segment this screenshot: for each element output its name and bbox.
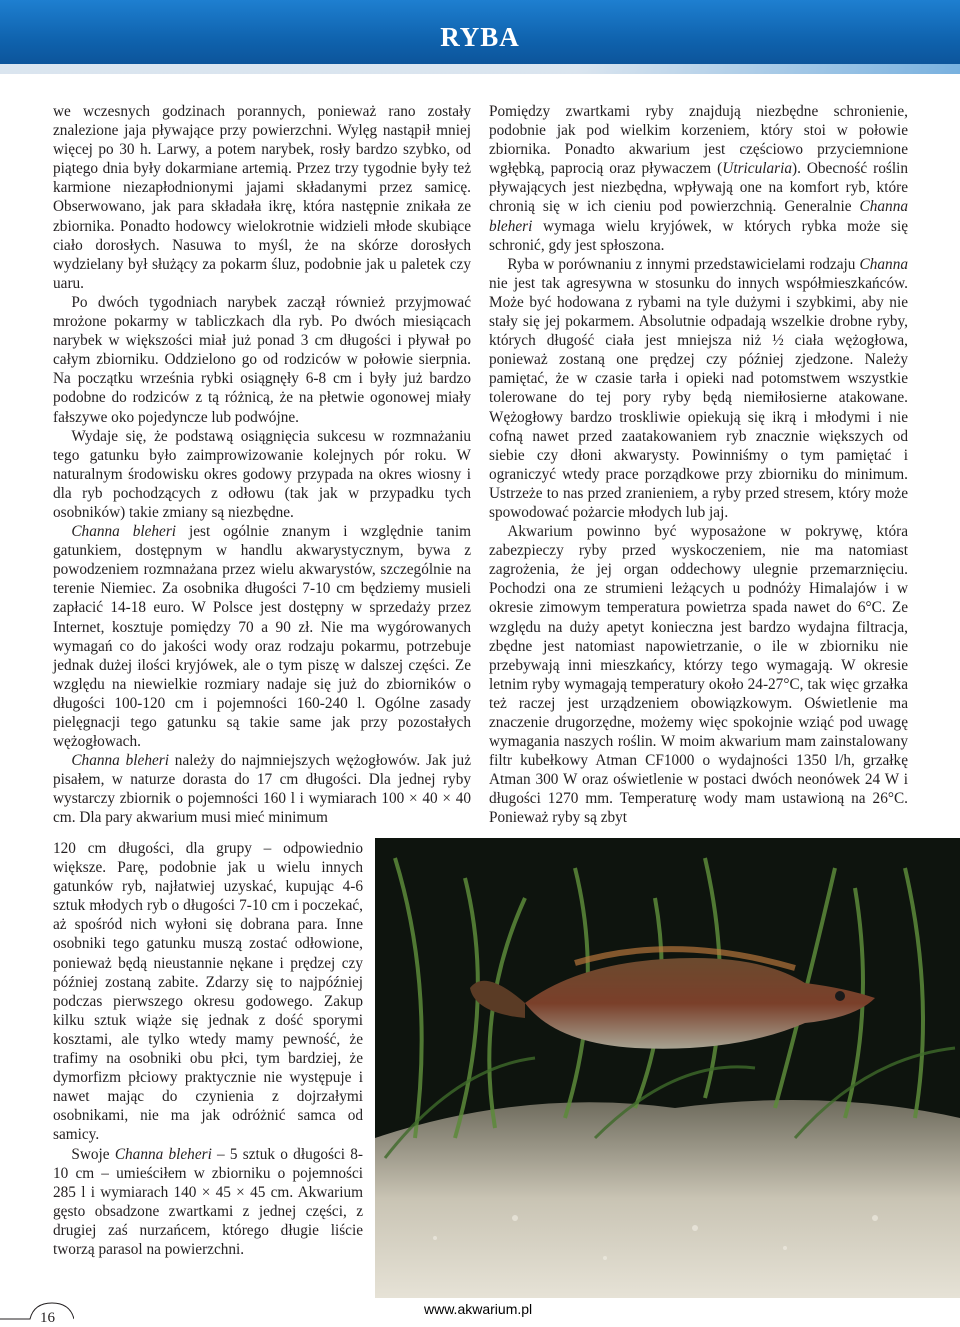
text-run: Po dwóch tygodniach narybek zaczął również przyjmować mrożone pokarmy w tabliczkach dla ryb. Po dwóch miesiącach narybek w większości miał już ponad 3 cm długości i pływał po całym zbiorniku. Oddzielono go od rodziców w połowie sierpnia. Na początku września rybki osiągnęły 6-8 cm i były już bardzo podobne do rodziców z tą różnicą, że na płetwie ogonowej miały fałszywe oko pojedyncze lub podwójne. — [53, 293, 471, 426]
fish-illustration — [375, 838, 960, 1298]
paragraph — [53, 522, 471, 751]
section-title — [0, 22, 960, 53]
paragraph — [53, 751, 471, 827]
text-run: ). Obecność roślin pływających jest niezbędna, wpływają one na komfort ryb, które chronią się w ich cieniu pod powierzchnią. Generalnie — [489, 160, 908, 216]
text-run: we wczesnych godzinach porannych, ponieważ rano zostały znalezione jaja pływające przy powierzchni. Wylęg nastąpił mniej więcej po 30 h. Larwy, a potem narybek, rosły bardzo szybko, od piątego dnia były dokarmiane artemią. Przez trzy tygodnie były też karmione niezapłodnionymi jajami składanymi przez samicę. Obserwowano, jak para składała ikrę, która następnie znikała ze zbiornika. Ponadto hodowcy wielokrotnie widzieli młode skubiące ciało dorosłych. Nasuwa to myśl, że na skórze dorosłych wydzielany był służący za pokarm śluz, podobnie jak u paletek czy uaru. — [53, 103, 471, 292]
text-run: wymaga wielu kryjówek, w których rybka może się schronić, gdy jest spłoszona. — [489, 217, 908, 254]
paragraph — [53, 102, 471, 293]
paragraph — [53, 1145, 363, 1260]
paragraph — [489, 522, 908, 828]
text-run: jest ogólnie znanym i względnie tanim gatunkiem, dostępnym w handlu akwarystycznym, bywa z powodzeniem rozmnażana przez wielu akwarystów, szczególnie na terenie Niemiec. Za osobnika długości 7-10 cm będziemy musieli zapłacić 14-18 euro. W Polsce jest dostępny w sprzedaży przez Internet, kosztuje pomiędzy 70 a 90 zł. Nie ma wygórowanych wymagań co do jakości wody oraz rodzaju pokarmu, potrzebuje jednak dużej ilości kryjówek, ale o tym piszę w dalszej części. Ze względu na niewielkie rozmiary nadaje się już do zbiorników o długości 100-120 cm i pojemności 160-240 l. Ogólne zasady pielęgnacji tego gatunku są takie same jak przy pozostałych wężogłowach. — [53, 523, 471, 751]
text-run: Wydaje się, że podstawą osiągnięcia sukcesu w rozmnażaniu tego gatunku było zaimprowizowanie kolejnych pór roku. W naturalnym środowisku okres godowy przypada na okres wiosny i dla ryb pochodzących z odłowu (tak jak w przypadku tych osobników) takie zmiany są niezbędne. — [53, 427, 471, 521]
text-run: Ryba w porównaniu z innymi przedstawicielami rodzaju — [507, 255, 860, 273]
italic-term: Channa bleheri — [489, 198, 908, 235]
paragraph — [53, 293, 471, 427]
paragraph — [489, 102, 908, 255]
text-run: należy do najmniejszych wężogłowów. Jak już pisałem, w naturze dorasta do 17 cm długości. Dla jednej ryby wystarczy zbiornik o pojemności 160 l i wymiarach 100 × 40 × 40 cm. Dla pary akwarium musi mieć minimum — [53, 752, 471, 827]
paragraph — [489, 255, 908, 522]
text-run: Pomiędzy zwartkami ryby znajdują niezbędne schronienie, podobnie jak pod wielkim korzeniem, który stoi w połowie zbiornika. Ponadto akwarium jest częściowo przyciemnione wgłębką, paprocią oraz pływaczem ( — [489, 103, 908, 178]
header-stripe — [0, 64, 960, 74]
left-column-text — [53, 102, 471, 828]
footer-url: www.akwarium.pl — [424, 1301, 533, 1317]
page-number-tab — [0, 1297, 74, 1327]
italic-term: Channa bleheri — [114, 1145, 212, 1163]
text-run: Swoje — [71, 1145, 115, 1163]
paragraph — [53, 427, 471, 522]
right-column-text — [489, 102, 908, 828]
italic-term: Channa bleheri — [71, 752, 169, 770]
text-run: Akwarium powinno być wyposażone w pokrywę, która zabezpieczy ryby przed wyskoczeniem, nie ma natomiast zagrożenia, że jej organ oddechowy ulegnie przemarznięciu. Pochodzi ona ze strumieni leżących u podnóży Himalajów i w okresie zimowym temperatura powietrza spada nawet do 6°C. Ze względu na duży apetyt konieczna jest bardzo wydajna filtracja, zbędne jest natomiast napowietrzanie, o ile w zbiorniku nie przebywają inni mieszkańcy, którzy tego wymagają. W okresie letnim ryby wymagają temperatury około 24-27°C, tak więc grzałka też raczej jest urządzeniem obowiązkowym. Oświetlenie ma znaczenie drugorzędne, możemy więc spokojnie wziąć pod uwagę wymagania naszych roślin. W moim akwarium mam zainstalowany filtr kubełkowy Atman CF1000 o wydajności 1350 l/h, grzałkę Atman 300 W oraz oświetlenie w postaci dwóch neonówek 24 W i długości 1270 mm. Temperaturę wody mam ustawioną na 26°C. Ponieważ ryby są zbyt — [489, 523, 908, 827]
fish-photo — [375, 838, 960, 1298]
italic-term: Utricularia — [722, 160, 792, 178]
left-column-text-continued — [53, 839, 363, 1259]
text-run: 120 cm długości, dla grupy – odpowiednio większe. Parę, podobnie jak u wielu innych gatunków ryb, najłatwiej uzyskać, kupując 4-6 sztuk młodych ryb o długości 7-10 cm i poczekać, aż spośród nich wyłoni się dobrana para. Inne osobniki tego gatunku muszą zostać odłowione, ponieważ będą nieustannie nękane i prędzej czy później zostaną zabite. Zdarzy się to najpóźniej podczas pierwszego okresu godowego. Zakup kilku sztuk wiąże się jednak z dość sporymi kosztami, ale tylko wtedy mamy pewność, że trafimy na osobniki obu płci, tym bardziej, że dymorfizm płciowy praktycznie nie występuje i nawet mając do czynienia z dojrzałymi osobnikami, nie ma jak odróżnić samca od samicy. — [53, 840, 363, 1144]
paragraph — [53, 839, 363, 1145]
italic-term: Channa bleheri — [71, 523, 177, 541]
page-number: 16 — [40, 1310, 55, 1326]
text-run: nie jest tak agresywna w stosunku do innych współmieszkańców. Może być hodowana z rybami na tyle dużymi i szybkimi, aby nie stały się jej pokarmem. Absolutnie odpadają wszelkie drobne ryby, których długość ciała jest mniejsza niż ½ ciała wężogłowa, ponieważ zostaną one prędzej czy później zjedzone. Należy pamiętać, że w czasie tarła i opieki nad potomstwem wszystkie tolerowane do tej pory ryby będą niemiłosierne atakowane. Wężogłowy bardzo troskliwie opiekują się ikrą i młodymi i nie cofną nawet przed zaatakowaniem ryb znacznie większych od siebie czy dłoni akwarysty. Powinniśmy o tym pamiętać i ograniczyć wtedy prace porządkowe przy zbiorniku do minimum. Ustrzeże to nas przed zranieniem, a ryby przed stresem, który może spowodować pożarcie młodych lub jaj. — [489, 274, 908, 521]
italic-term: Channa — [859, 255, 908, 273]
text-run: – 5 sztuk o długości 8-10 cm – umieściłem w zbiorniku o pojemności 285 l i wymiarach 140 × 45 × 45 cm. Akwarium gęsto obsadzone zwartkami z jednej części, z drugiej zaś nurzańcem, którego długie liście tworzą parasol na powierzchni. — [53, 1145, 363, 1258]
section-title-text: RYBA — [440, 22, 520, 52]
